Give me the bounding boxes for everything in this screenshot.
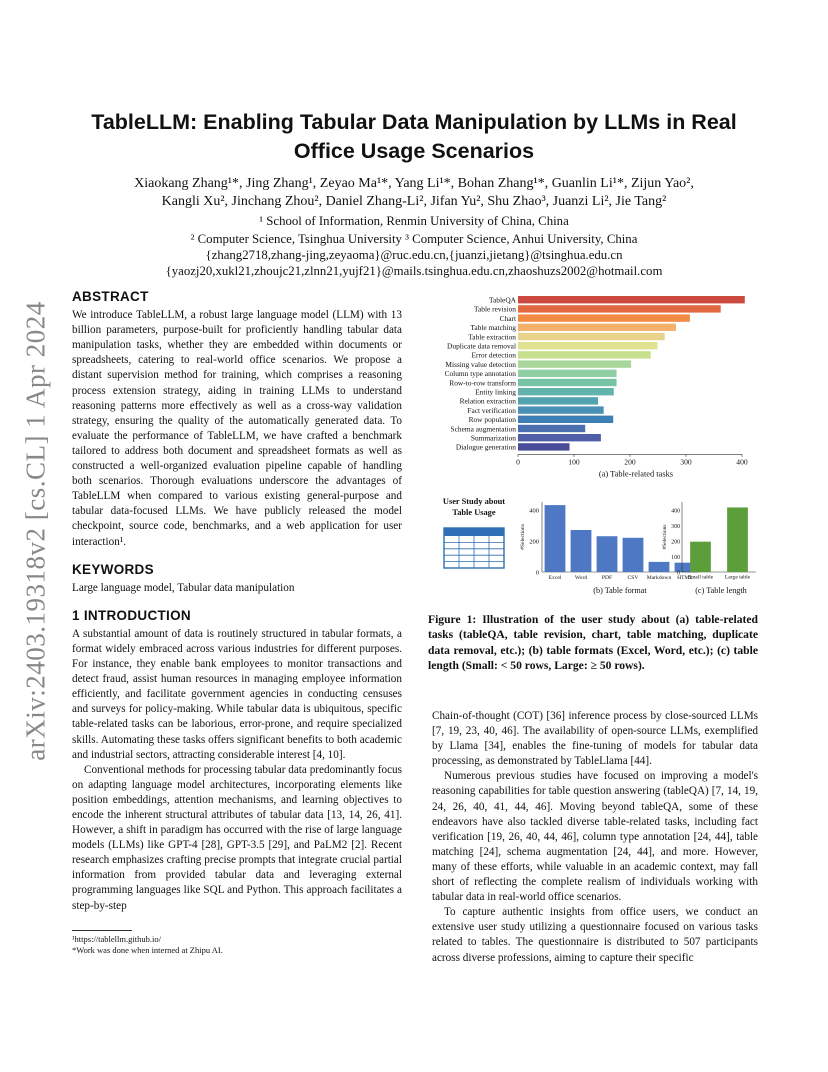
task-label: Schema augmentation [450,424,516,434]
paper-title [60,108,768,166]
task-bar [518,342,657,349]
task-label: TableQA [489,295,516,305]
task-bar [518,434,601,441]
figure-1 [428,290,764,600]
email-line-2: {yaozj20,xukl21,zhoujc21,zlnn21,yujf21}@mails.tsinghua.edu.cn,zhaoshuzs2002@hotmail.com [165,264,663,278]
task-x-tick-label: 300 [680,457,692,467]
task-label: Column type annotation [444,369,516,379]
title-line-1: TableLLM: Enabling Tabular Data Manipulation by LLMs in Real [91,110,737,134]
format-bar [545,505,566,572]
task-label: Table extraction [468,332,516,342]
format-y-tick-label: 0 [535,569,539,577]
format-bar [597,536,618,572]
format-x-tick-label: Word [574,575,588,581]
task-label: Fact verification [467,405,516,415]
affiliation-2: ² Computer Science, Tsinghua University ³ Computer Science, Anhui University, China [190,232,638,246]
abstract-text: We introduce TableLLM, a robust large language model (LLM) with 13 billion parameters, purpose-built for proficiently handling tabular data manipulation tasks, whether they are embedded within documents or spreadsheets, catering to real-world office scenarios. We propose a distant supervision method for training, which comprises a reasoning process extension strategy, aiding in training LLMs to understand reasoning patterns more effectively as well as a cross-way validation strategy, ensuring the quality of the automatically generated data. To evaluate the performance of TableLLM, we have crafted a benchmark tailored to address both document and spreadsheet formats as well as constructed a well-organized evaluation pipeline capable of handling both scenarios. Thorough evaluations underscore the advantages of TableLLM when compared to various existing general-purpose and tabular data-focused LLMs. We have publicly released the model checkpoint, source code, benchmarks, and a web application for user interaction¹. [72,309,402,548]
title-line-2: Office Usage Scenarios [293,139,535,163]
author-list [60,175,768,210]
task-label: Table revision [474,304,516,314]
length-x-label: (c) Table length [695,586,747,595]
task-label: Duplicate data removal [447,341,516,351]
length-y-tick-label: 300 [671,523,680,530]
length-bar [690,542,711,572]
task-label: Relation extraction [459,396,516,406]
task-x-tick-label: 0 [516,457,520,467]
format-bar [623,538,644,572]
keywords-text: Large language model, Tabular data manipulation [72,581,295,594]
task-bar [518,397,598,404]
format-y-tick-label: 200 [529,538,539,546]
arxiv-sidebar [18,296,54,766]
task-bar [518,388,614,395]
format-x-tick-label: PDF [601,575,613,581]
intro-paragraph-2: Conventional methods for processing tabular data predominantly focus on adapting language model architectures, incorporating elements like position embeddings, attention mechanisms, and learning objectives to encode the inherent structural attributes of tabular data [13, 14, 26, 41]. However, a shift in paradigm has occurred with the rise of large language models (LLMs) like GPT-4 [28], GPT-3.5 [29], and PaLM2 [2]. Recent research emphasizes crafting precise prompts that integrate crucial partial information from provided tabular data and leveraging external programming languages like SQL and Python. This approach facilitates a step-by-step [72,763,402,912]
task-bar [518,370,617,377]
task-bar [518,406,604,413]
format-x-label: (b) Table format [593,586,647,595]
format-y-tick-label: 400 [529,507,539,515]
task-label: Missing value detection [445,359,516,369]
footnote-1[interactable]: ¹https://tablellm.github.io/ [72,934,161,944]
task-x-tick-label: 100 [568,457,580,467]
task-label: Dialogue generation [455,442,516,452]
task-label: Row population [468,415,516,425]
task-x-tick-label: 400 [736,457,748,467]
left-column [72,289,402,914]
intro-paragraph-1: A substantial amount of data is routinely structured in tabular formats, a format widely embraced across various industries for different purposes. For instance, they enable bank employees to monitor transactions and detect fraud, assist human resources in managing employee information efficiently, and facilitate government agencies in conducting censuses and surveys for policy-making. While tabular data is ubiquitous, specific table-related tasks can be laborious, error-prone, and require specialized skills. Automating these tasks offers significant benefits to both academic and industrial sectors, attracting considerable interest [4, 10]. [72,627,402,761]
task-x-tick-label: 200 [624,457,636,467]
length-y-tick-label: 400 [671,508,680,515]
task-label: Summarization [470,433,516,443]
format-x-tick-label: Excel [548,575,562,581]
inset-title-line-2: Table Usage [452,508,496,517]
right-paragraph-1: Chain-of-thought (COT) [36] inference process by close-sourced LLMs [7, 19, 23, 40, 46]. The availability of open-source LLMs, exemplified by Llama [34], enables the fine-tuning of models for tabular data processing, as demonstrated by TableLlama [44]. [432,710,758,768]
task-x-label: (a) Table-related tasks [598,469,674,479]
format-x-tick-label: Markdown [646,575,672,581]
task-bar [518,333,665,340]
task-bar [518,379,617,386]
length-y-tick-label: 100 [671,554,680,561]
task-label: Row-to-row transform [449,378,516,388]
right-paragraph-3: To capture authentic insights from office users, we conduct an extensive user study utilizing a questionnaire focused on various tasks related to tables. The questionnaire is distributed to 507 participants across diverse professions, aiming to capture their specific [432,906,758,964]
length-y-tick-label: 0 [677,570,680,577]
length-y-tick-label: 200 [671,539,680,546]
arxiv-id: arXiv:2403.19318v2 [cs.CL] 1 Apr 2024 [20,301,51,761]
right-column [432,709,758,966]
abstract-heading: ABSTRACT [72,289,149,304]
figure-1-charts [428,290,764,600]
affiliation-1: ¹ School of Information, Renmin University of China, China [259,214,569,228]
task-bar [518,324,676,331]
length-x-tick-label: Small table [687,574,714,581]
footnote-2: *Work was done when interned at Zhipu AI. [72,945,223,955]
task-bar [518,416,613,423]
format-x-tick-label: HTML [677,575,693,581]
figure-1-caption: Figure 1: Illustration of the user study about (a) table-related tasks (tableQA, table revision, chart, table matching, duplicate data removal, etc.); (b) table formats (Excel, Word, etc.); (c) table length (Small: < 50 rows, Large: ≥ 50 rows). [428,613,758,673]
keywords-heading: KEYWORDS [72,561,154,577]
footnote-rule [72,930,132,931]
task-label: Entity linking [475,387,516,397]
format-bar [571,530,592,572]
inset-title-line-1: User Study about [442,497,506,506]
task-bar [518,360,631,367]
format-bar [649,562,670,572]
task-label: Chart [499,313,516,323]
task-bar [518,305,721,312]
length-x-tick-label: Large table [724,574,751,581]
email-line-1: {zhang2718,zhang-jing,zeyaoma}@ruc.edu.cn,{juanzi,jietang}@tsinghua.edu.cn [205,248,623,262]
task-bar [518,425,585,432]
footnotes [72,928,402,956]
task-bar [518,351,651,358]
format-y-label: #Selections [520,524,526,550]
task-label: Table matching [470,323,516,333]
authors-line-2: Kangli Xu², Jinchang Zhou², Daniel Zhang-Li², Jifan Yu², Shu Zhao³, Juanzi Li², Jie Tang² [161,193,667,209]
authors-line-1: Xiaokang Zhang¹*, Jing Zhang¹, Zeyao Ma¹*, Yang Li¹*, Bohan Zhang¹*, Guanlin Li¹*, Zijun Yao², [134,176,694,191]
intro-heading: 1 INTRODUCTION [72,607,191,623]
length-y-label: #Selections [662,524,668,550]
length-bar [727,507,748,572]
right-paragraph-2: Numerous previous studies have focused on improving a model's reasoning capabilities for table question answering (tableQA) [7, 14, 19, 24, 26, 40, 41, 44, 46]. Moving beyond tableQA, some of these endeavors have also tackled diverse table-related tasks, including fact verification [19, 26, 40, 44, 46], column type annotation [24, 44], table matching [24], schema augmentation [24, 44], and more. However, many of these efforts, while valuable in an academic context, may fall short of reflecting the complete realism of individuals working with tabular data in real-world office scenarios. [432,770,758,904]
task-bar [518,296,745,303]
task-label: Error detection [471,350,516,360]
format-x-tick-label: CSV [627,575,639,581]
task-bar [518,443,570,450]
task-bar [518,314,690,321]
